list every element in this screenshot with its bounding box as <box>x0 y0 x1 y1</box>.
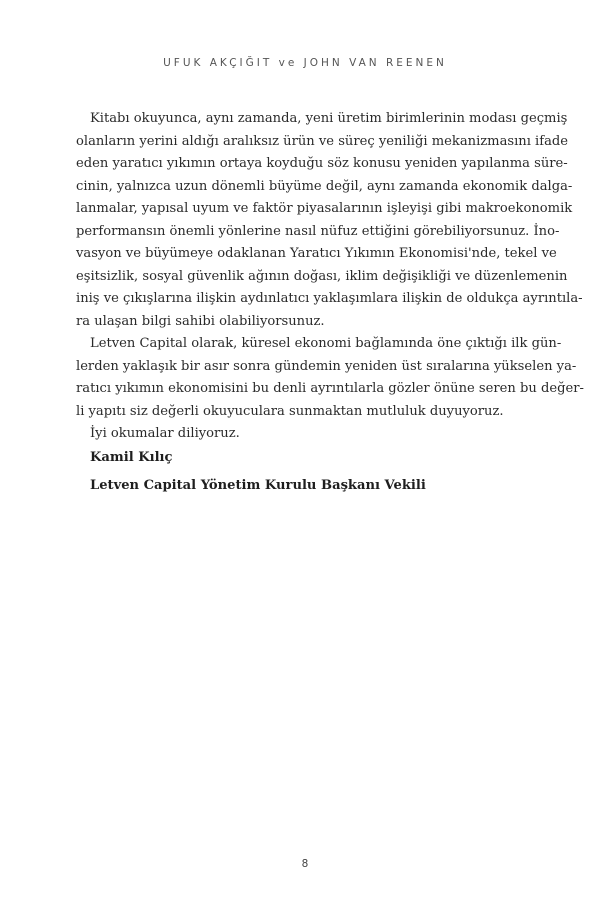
paragraph-line: ratıcı yıkımın ekonomisini bu denli ayrıntılarla gözler önüne seren bu değer- <box>76 381 584 396</box>
paragraph-line: vasyon ve büyümeye odaklanan Yaratıcı Yıkımın Ekonomisi'nde, tekel ve <box>76 246 557 261</box>
running-header: UFUK AKÇIĞIT ve JOHN VAN REENEN <box>163 57 447 69</box>
closing-line: İyi okumalar diliyoruz. <box>90 426 240 441</box>
paragraph-line: lanmalar, yapısal uyum ve faktör piyasalarının işleyişi gibi makroekonomik <box>76 201 573 216</box>
paragraph-line: iniş ve çıkışlarına ilişkin aydınlatıcı yaklaşımlara ilişkin de oldukça ayrıntıla- <box>76 291 583 306</box>
body-text <box>76 108 584 498</box>
paragraph-1 <box>76 108 583 333</box>
paragraph-line: olanların yerini aldığı aralıksız ürün ve süreç yeniliği mekanizmasını ifade <box>76 133 569 149</box>
signature-name: Kamil Kılıç <box>90 449 173 465</box>
page-number: 8 <box>301 858 309 870</box>
paragraph-line: Kitabı okuyunca, aynı zamanda, yeni üretim birimlerinin modası geçmiş <box>90 111 568 126</box>
paragraph-line: cinin, yalnızca uzun dönemli büyüme değil, aynı zamanda ekonomik dalga- <box>76 178 573 194</box>
paragraph-line: Letven Capital olarak, küresel ekonomi bağlamında öne çıktığı ilk gün- <box>90 336 562 351</box>
signature-title: Letven Capital Yönetim Kurulu Başkanı Vekili <box>90 478 426 493</box>
paragraph-line: eden yaratıcı yıkımın ortaya koyduğu söz konusu yeniden yapılanma süre- <box>76 156 568 171</box>
paragraph-line: li yapıtı siz değerli okuyuculara sunmaktan mutluluk duyuyoruz. <box>76 403 504 419</box>
paragraph-line: ra ulaşan bilgi sahibi olabiliyorsunuz. <box>76 313 325 329</box>
paragraph-line: eşitsizlik, sosyal güvenlik ağının doğası, iklim değişikliği ve düzenlemenin <box>76 268 568 284</box>
paragraph-line: lerden yaklaşık bir asır sonra gündemin yeniden üst sıralarına yükselen ya- <box>76 358 577 374</box>
paragraph-line: performansın önemli yönlerine nasıl nüfuz ettiğini görebiliyorsunuz. İno- <box>76 223 560 239</box>
paragraph-2 <box>76 333 584 423</box>
